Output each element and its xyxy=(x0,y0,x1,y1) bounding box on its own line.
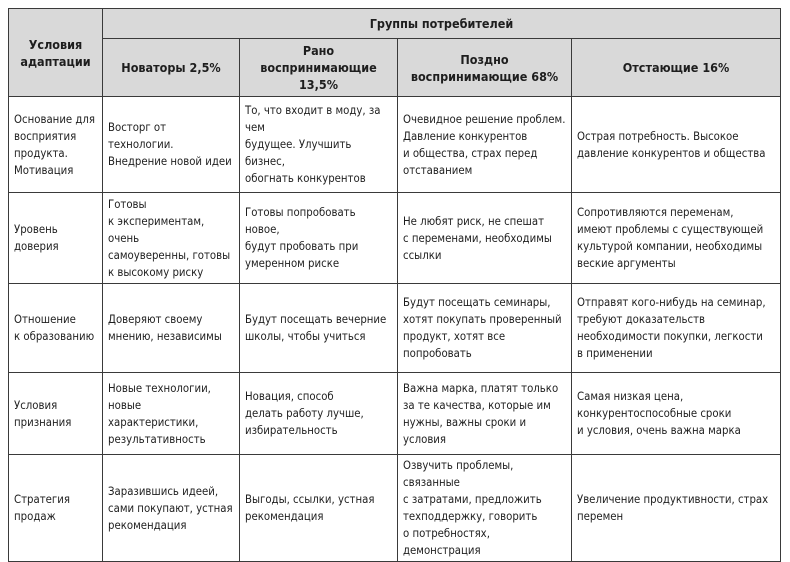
table-cell: Выгоды, ссылки, устная рекомендация xyxy=(240,455,398,562)
row-label: Уровень доверия xyxy=(9,193,103,284)
table-row xyxy=(9,97,781,193)
table-cell: Отправят кого-нибудь на семинар, требуют доказательств необходимости покупки, легкости в применении xyxy=(572,284,781,373)
table-cell: Новация, способ делать работу лучше, избирательность xyxy=(240,373,398,455)
table-cell: Озвучить проблемы, связанные с затратами, предложить техподдержку, говорить о потребностях, демонстрация xyxy=(398,455,572,562)
table-cell: Не любят риск, не спешат с переменами, необходимы ссылки xyxy=(398,193,572,284)
table-cell: Заразившись идеей, сами покупают, устная рекомендация xyxy=(103,455,240,562)
table-cell: То, что входит в моду, за чем будущее. Улучшить бизнес, обогнать конкурентов xyxy=(240,97,398,193)
table-cell: Будут посещать вечерние школы, чтобы учиться xyxy=(240,284,398,373)
table-row xyxy=(9,455,781,562)
table-cell: Сопротивляются переменам, имеют проблемы с существующей культурой компании, необходимы веские аргументы xyxy=(572,193,781,284)
table-cell: Важна марка, платят только за те качества, которые им нужны, важны сроки и условия xyxy=(398,373,572,455)
conditions-header: Условия адаптации xyxy=(9,9,103,97)
table-row xyxy=(9,284,781,373)
column-header-innovators: Новаторы 2,5% xyxy=(103,39,240,97)
table-cell: Будут посещать семинары, хотят покупать проверенный продукт, хотят все попробовать xyxy=(398,284,572,373)
row-label: Стратегия продаж xyxy=(9,455,103,562)
table-cell: Новые технологии, новые характеристики, результативность xyxy=(103,373,240,455)
consumer-groups-header: Группы потребителей xyxy=(103,9,781,39)
table-cell: Доверяют своему мнению, независимы xyxy=(103,284,240,373)
table-row xyxy=(9,373,781,455)
table-cell: Увеличение продуктивности, страх перемен xyxy=(572,455,781,562)
column-header-late-majority: Поздно воспринимающие 68% xyxy=(398,39,572,97)
column-header-early-adopters: Рано воспринимающие 13,5% xyxy=(240,39,398,97)
table-cell: Восторг от технологии. Внедрение новой идеи xyxy=(103,97,240,193)
row-label: Условия признания xyxy=(9,373,103,455)
table-cell: Очевидное решение проблем. Давление конкурентов и общества, страх перед отставанием xyxy=(398,97,572,193)
table-cell: Готовы попробовать новое, будут пробовать при умеренном риске xyxy=(240,193,398,284)
row-label: Основание для восприятия продукта. Мотивация xyxy=(9,97,103,193)
consumer-groups-table xyxy=(8,8,781,562)
column-header-laggards: Отстающие 16% xyxy=(572,39,781,97)
row-label: Отношение к образованию xyxy=(9,284,103,373)
table-row xyxy=(9,193,781,284)
table-cell: Готовы к экспериментам, очень самоуверенны, готовы к высокому риску xyxy=(103,193,240,284)
table-cell: Самая низкая цена, конкурентоспособные сроки и условия, очень важна марка xyxy=(572,373,781,455)
table-cell: Острая потребность. Высокое давление конкурентов и общества xyxy=(572,97,781,193)
